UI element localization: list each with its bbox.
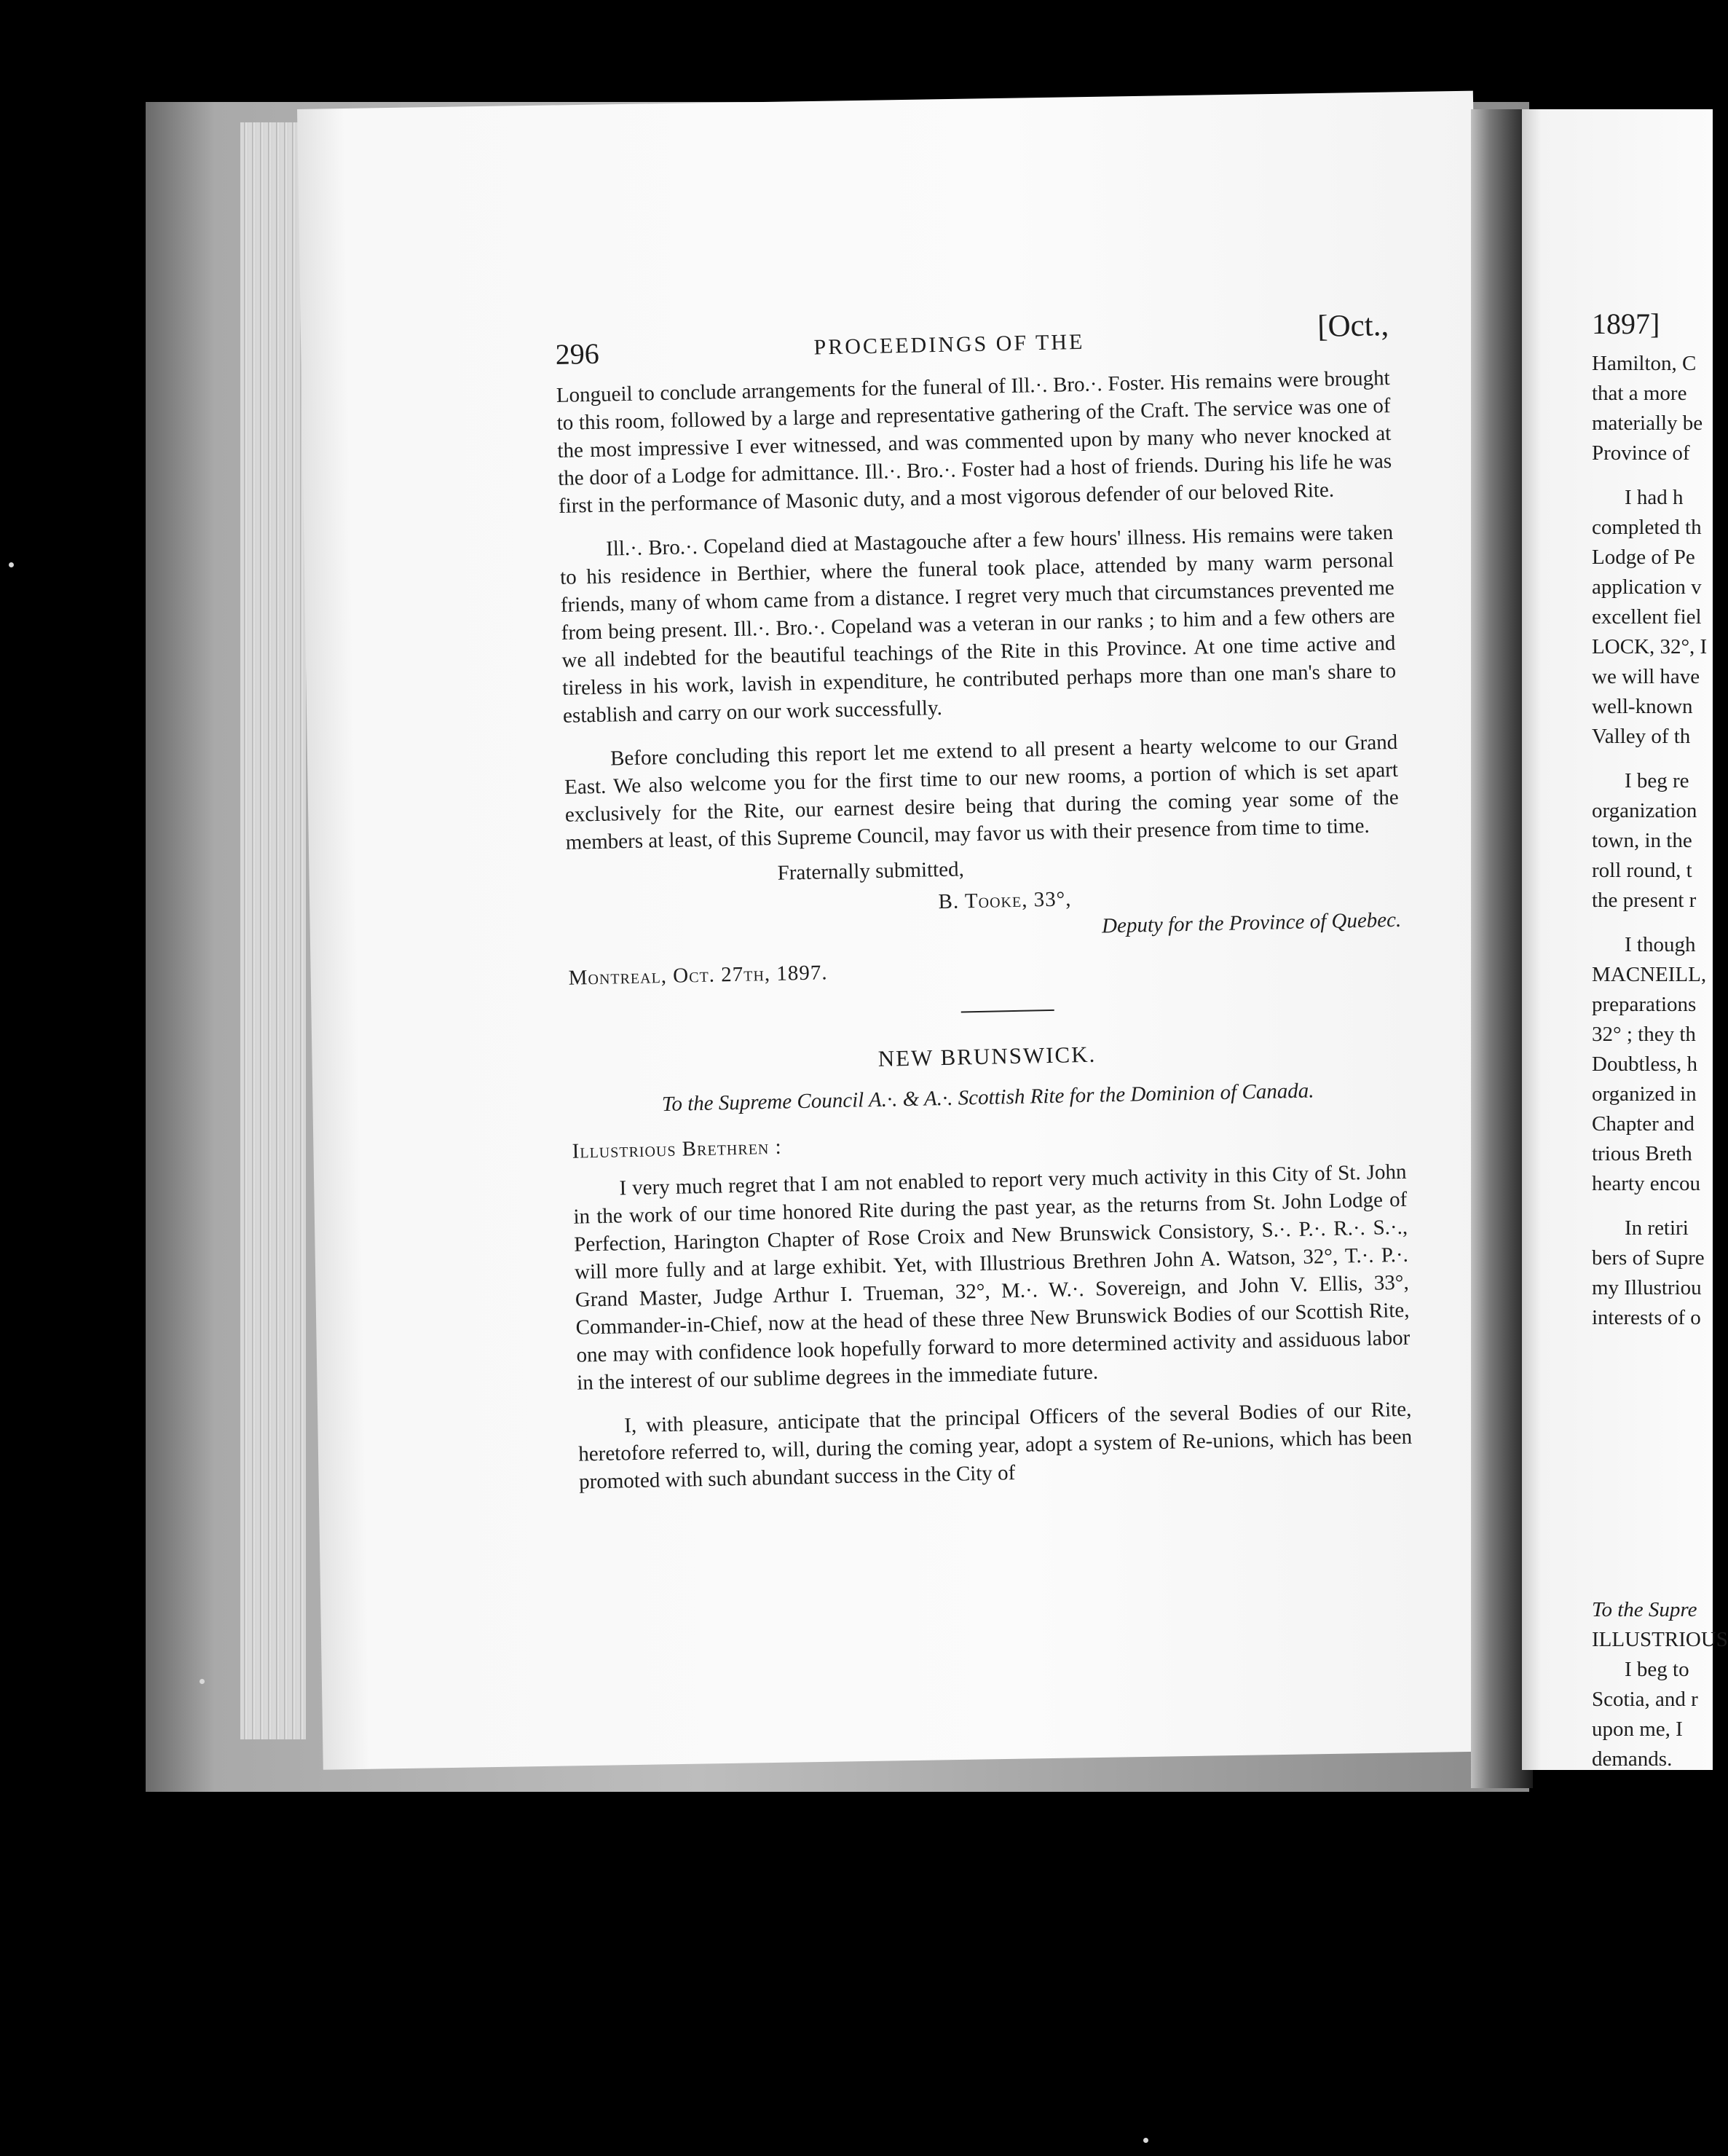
- right-page-line: Lodge of Pe: [1592, 546, 1695, 569]
- right-page-line: demands.: [1592, 1747, 1673, 1771]
- salutation: Illustrious Brethren :: [572, 1135, 782, 1163]
- place-date: Montreal, Oct. 27th, 1897.: [568, 961, 828, 990]
- signature-title: Deputy for the Province of Quebec.: [1101, 908, 1402, 938]
- right-page-line: I beg re: [1625, 769, 1689, 792]
- address-line: To the Supreme Council A.·. & A.·. Scottish Rite for the Dominion of Canada.: [661, 1079, 1314, 1117]
- paragraph-activity: I very much regret that I am not enabled to report very much activity in this City of St. John in the work of our time honored Rite during the past year, as the returns from St. John Lodge of Perfection, Harington Chapter of Rose Croix and New Brunswick Consistory, S.·. P.·. R.·. S.·., will more fully and at large exhibit. Yet, with Illustrious Brethren John A. Watson, 32°, T.·. P.·. Grand Master, Judge Arthur I. Trueman, 32°, M.·. W.·. Sovereign, and John V. Ellis, 33°, Commander-in-Chief, now at the head of these three New Brunswick Bodies of our Scottish Rite, one may with confidence look hopefully forward to more determined activity and assiduous labor in the interest of our sublime degrees in the immediate future.: [573, 1160, 1411, 1395]
- section-heading: NEW BRUNSWICK.: [877, 1041, 1097, 1071]
- right-page-line: LOCK, 32°, I: [1592, 635, 1708, 658]
- right-page-line: I had h: [1625, 486, 1684, 509]
- right-page-line: To the Supre: [1592, 1598, 1697, 1621]
- right-page-header: 1897]: [1592, 307, 1660, 340]
- right-page-line: Hamilton, C: [1592, 352, 1697, 375]
- right-page-line: Scotia, and r: [1592, 1688, 1698, 1711]
- page-number: 296: [555, 337, 600, 371]
- right-page-lines: [1592, 349, 1713, 1333]
- right-page-line: Doubtless, h: [1592, 1053, 1697, 1076]
- right-page-line: my Illustriou: [1592, 1276, 1702, 1299]
- right-page-line: hearty encou: [1592, 1172, 1700, 1195]
- right-page-line: completed th: [1592, 516, 1702, 539]
- paragraph-gap: [1592, 1199, 1713, 1213]
- scan-speck: [1143, 2138, 1148, 2143]
- scan-speck: [200, 1679, 205, 1684]
- right-page-line: that a more: [1592, 382, 1687, 405]
- scan-speck: [9, 562, 14, 567]
- paragraph-reunions: I, with pleasure, anticipate that the principal Officers of the several Bodies of our Rite, heretofore referred to, will, during the coming year, adopt a system of Re-unions, which has been promoted with such abundant success in the City of: [578, 1397, 1413, 1494]
- section-divider: [961, 1010, 1054, 1013]
- running-date: [Oct.,: [1317, 308, 1389, 345]
- right-page-line: Valley of th: [1592, 725, 1691, 748]
- paragraph-copeland: Ill.·. Bro.·. Copeland died at Mastagouche after a few hours' illness. His remains were taken to his residence in Berthier, where the funeral took place, attended by many warm personal friends, many of whom came from a distance. I regret very much that circumstances prevented me from being present. Ill.·. Bro.·. Copeland was a veteran in our ranks ; to him and a few others are we all indebted for the beautiful teachings of the Rite in this Province. At one time active and tireless in his work, lavish in expenditure, he contributed perhaps more than one man's share to establish and carry on our work successfully.: [559, 520, 1397, 728]
- paragraph-gap: [1592, 916, 1713, 930]
- right-page-line: ILLUSTRIOUS: [1592, 1628, 1728, 1651]
- right-page-line: upon me, I: [1592, 1718, 1683, 1741]
- paragraph-foster: Longueil to conclude arrangements for the funeral of Ill.·. Bro.·. Foster. His remains were brought to this room, followed by a large and representative gathering of the Craft. The service was one of the most impressive I ever witnessed, and was commented upon by many who never knocked at the door of a Lodge for admittance. Ill.·. Bro.·. Foster had a host of friends. During his life he was first in the performance of Masonic duty, and a most vigorous defender of our beloved Rite.: [556, 366, 1392, 518]
- right-page-line: MACNEILL,: [1592, 963, 1707, 986]
- right-page-line: Province of: [1592, 441, 1690, 465]
- signature-block: [566, 846, 1401, 951]
- right-page-line: roll round, t: [1592, 859, 1692, 882]
- right-page-line: we will have: [1592, 665, 1700, 688]
- right-page-line: Chapter and: [1592, 1112, 1695, 1136]
- right-page-line: 32° ; they th: [1592, 1023, 1696, 1046]
- right-page-line: bers of Supre: [1592, 1246, 1705, 1270]
- left-page-text: [555, 308, 1413, 1496]
- right-page-fragment: [1592, 307, 1728, 1774]
- right-page-line: town, in the: [1592, 829, 1692, 852]
- right-page-line: I though: [1625, 933, 1696, 956]
- right-page-line: excellent fiel: [1592, 605, 1702, 629]
- closing: Fraternally submitted,: [777, 857, 965, 885]
- paragraph-gap: [1592, 468, 1713, 483]
- running-title: PROCEEDINGS OF THE: [813, 329, 1085, 360]
- paragraph-gap: [1592, 752, 1713, 766]
- signature-name: B. Tooke, 33°,: [938, 887, 1072, 914]
- paragraph-welcome: Before concluding this report let me extend to all present a hearty welcome to our Grand East. We also welcome you for the first time to our new rooms, a portion of which is set apart exclusively for the Rite, our earnest desire being that during the coming year some of the members at least, of this Supreme Council, may favor us with their presence from time to time.: [564, 730, 1400, 854]
- right-page-line: trious Breth: [1592, 1142, 1692, 1165]
- page-stack-edges: [240, 122, 306, 1739]
- right-page-line: interests of o: [1592, 1306, 1701, 1329]
- right-page-lower-lines: [1592, 1595, 1728, 1774]
- right-page-line: organized in: [1592, 1082, 1697, 1106]
- right-page-line: organization: [1592, 799, 1697, 822]
- right-page-line: I beg to: [1625, 1658, 1689, 1681]
- right-page-line: the present r: [1592, 889, 1697, 912]
- right-page-line: preparations: [1592, 993, 1697, 1016]
- right-page-line: In retiri: [1625, 1216, 1689, 1240]
- right-page-line: application v: [1592, 575, 1702, 599]
- right-page-line: well-known: [1592, 695, 1693, 718]
- right-page-line: materially be: [1592, 412, 1703, 435]
